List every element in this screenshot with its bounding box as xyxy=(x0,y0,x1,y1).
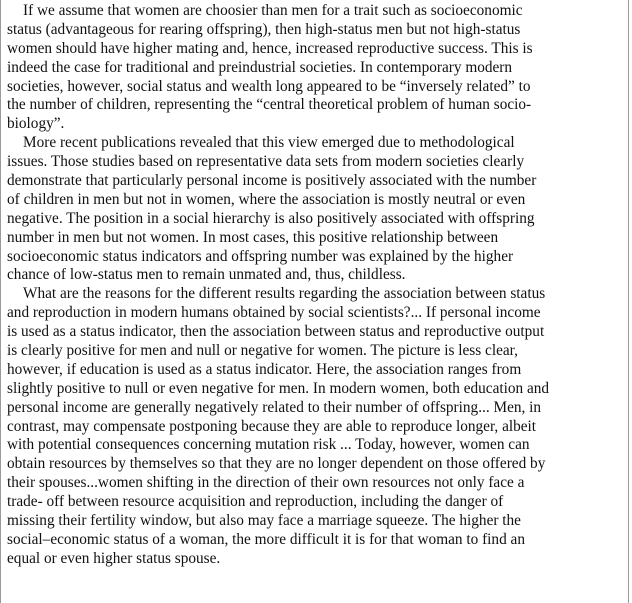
paragraph-line: socioeconomic status indicators and offspring number was explained by the higher xyxy=(7,247,514,265)
paragraph-line: with potential consequences concerning mutation risk ... Today, however, women can xyxy=(7,436,530,454)
left-border xyxy=(0,0,1,603)
paragraph-line: slightly positive to null or even negative for men. In modern women, both education and xyxy=(7,379,550,397)
paragraph-line: indeed the case for traditional and preindustrial societies. In contemporary modern xyxy=(7,58,513,76)
paragraph-line: obtain resources by themselves so that they are no longer dependent on those offered by xyxy=(7,455,546,473)
paragraph-line: of children in men but not in women, where the association is mostly neutral or even xyxy=(7,190,526,208)
paragraph-line: More recent publications revealed that this view emerged due to methodological xyxy=(23,134,515,152)
paragraph-line: negative. The position in a social hierarchy is also positively associated with offspring xyxy=(7,209,535,227)
paragraph-line: missing their fertility window, but also may face a marriage squeeze. The higher the xyxy=(7,512,521,530)
paragraph-line: personal income are generally negatively related to their number of offspring... Men, in xyxy=(7,398,542,416)
paragraph-line: What are the reasons for the different results regarding the association between status xyxy=(23,285,546,303)
paragraph-line: social–economic status of a woman, the more difficult it is for that woman to find an xyxy=(7,530,525,548)
paragraph-line: the number of children, representing the “central theoretical problem of human socio- xyxy=(7,96,532,114)
paragraph-line: and reproduction in modern humans obtained by social scientists?... If personal income xyxy=(7,304,541,322)
paragraph-line: chance of low-status men to remain unmated and, thus, childless. xyxy=(7,266,406,284)
paragraph-2 xyxy=(7,134,619,285)
paragraph-line: however, if education is used as a status indicator. Here, the association ranges from xyxy=(7,360,522,378)
paragraph-line: equal or even higher status spouse. xyxy=(7,549,221,567)
paragraph-line: number in men but not women. In most cases, this positive relationship between xyxy=(7,228,499,246)
paragraph-line: contrast, may compensate postponing because they are able to reproduce longer, albeit xyxy=(7,417,537,435)
paragraph-3 xyxy=(7,285,619,568)
paragraph-line: If we assume that women are choosier than men for a trait such as socioeconomic xyxy=(23,2,523,19)
paragraph-line: women should have higher mating and, hence, increased reproductive success. This is xyxy=(7,39,533,57)
document-text xyxy=(7,2,619,569)
paragraph-1 xyxy=(7,2,619,134)
paragraph-line: biology”. xyxy=(7,115,65,133)
paragraph-line: issues. Those studies based on representative data sets from modern societies clearly xyxy=(7,153,525,171)
paragraph-line: status (advantageous for rearing offspring), then high-status men but not high-status xyxy=(7,20,521,38)
right-border xyxy=(628,0,629,603)
paragraph-line: demonstrate that particularly personal income is positively associated with the number xyxy=(7,172,537,190)
paragraph-line: their spouses...women shifting in the direction of their own resources not only face a xyxy=(7,474,525,492)
paragraph-line: trade- off between resource acquisition and reproduction, including the danger of xyxy=(7,493,504,511)
paragraph-line: is used as a status indicator, then the association between status and reproductive output xyxy=(7,323,545,341)
paragraph-line: societies, however, social status and wealth long appeared to be “inversely related” to xyxy=(7,77,531,95)
paragraph-line: is clearly positive for men and null or negative for women. The picture is less clear, xyxy=(7,342,518,360)
